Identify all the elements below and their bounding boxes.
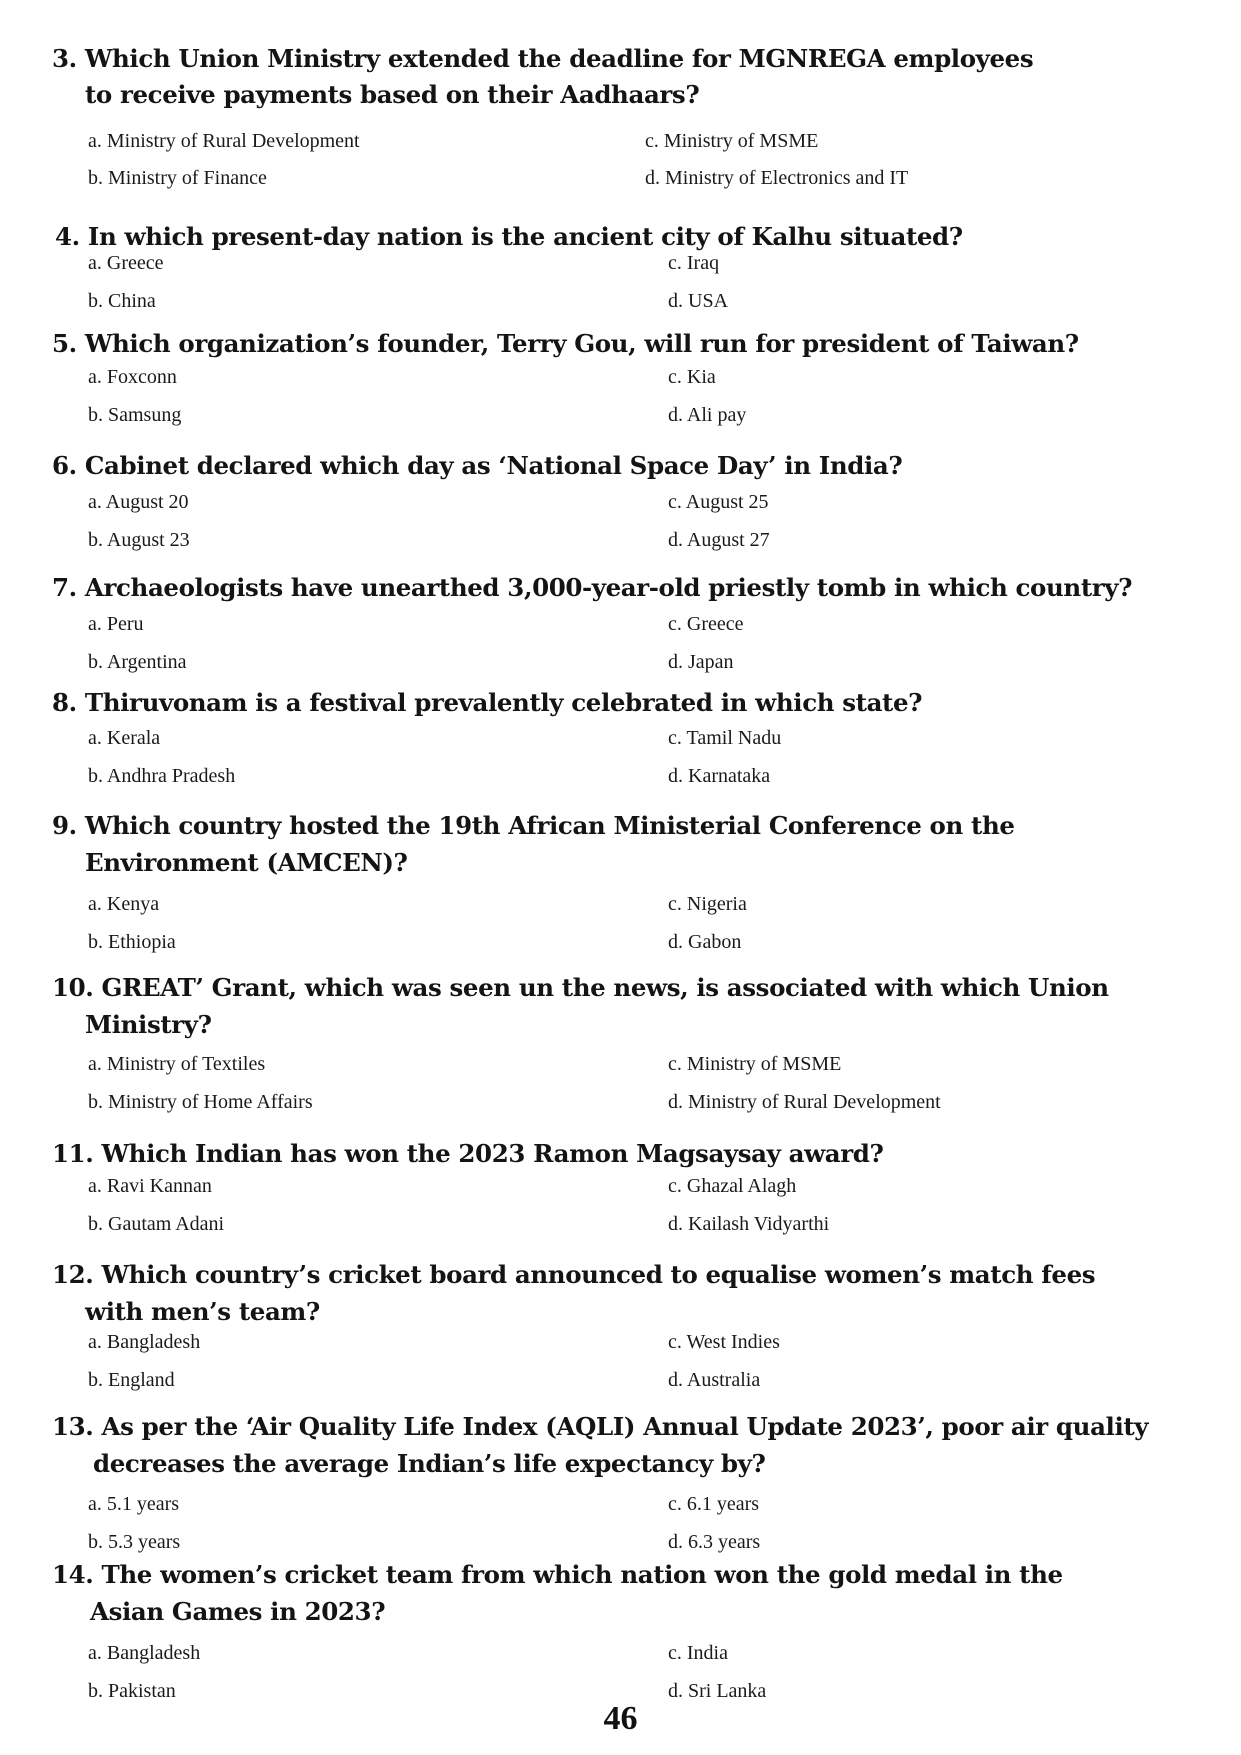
option-a: a. Greece bbox=[88, 252, 164, 274]
option-b: b. Pakistan bbox=[88, 1680, 176, 1702]
option-d: d. Karnataka bbox=[668, 765, 771, 787]
option-c: c. Nigeria bbox=[668, 893, 747, 915]
option-b: b. Gautam Adani bbox=[88, 1213, 225, 1235]
option-c: c. Kia bbox=[668, 366, 716, 388]
option-b: b. Ministry of Finance bbox=[88, 167, 267, 189]
option-b: b. Ethiopia bbox=[88, 931, 176, 953]
option-c: c. Greece bbox=[668, 613, 744, 635]
option-a: a. 5.1 years bbox=[88, 1493, 180, 1515]
option-a: a. Bangladesh bbox=[88, 1331, 201, 1353]
question-text: 6. Cabinet declared which day as ‘National Space Day’ in India? bbox=[52, 451, 903, 480]
question-text: 13. As per the ‘Air Quality Life Index (AQLI) Annual Update 2023’, poor air quality bbox=[52, 1412, 1149, 1441]
option-b: b. Samsung bbox=[88, 404, 182, 426]
question-text: to receive payments based on their Aadhaars? bbox=[85, 80, 700, 109]
option-d: d. 6.3 years bbox=[668, 1531, 761, 1553]
option-b: b. China bbox=[88, 290, 156, 312]
question-text: 11. Which Indian has won the 2023 Ramon Magsaysay award? bbox=[52, 1139, 884, 1168]
question-text: 9. Which country hosted the 19th African Ministerial Conference on the bbox=[52, 811, 1015, 840]
question-text: 14. The women’s cricket team from which nation won the gold medal in the bbox=[52, 1560, 1063, 1589]
option-c: c. Ghazal Alagh bbox=[668, 1175, 797, 1197]
question-text: decreases the average Indian’s life expectancy by? bbox=[93, 1449, 766, 1478]
option-d: d. Sri Lanka bbox=[668, 1680, 767, 1702]
option-a: a. Bangladesh bbox=[88, 1642, 201, 1664]
question-text: 12. Which country’s cricket board announced to equalise women’s match fees bbox=[52, 1260, 1096, 1289]
question-text: 5. Which organization’s founder, Terry Gou, will run for president of Taiwan? bbox=[52, 329, 1079, 358]
option-b: b. Andhra Pradesh bbox=[88, 765, 236, 787]
option-d: d. USA bbox=[668, 290, 729, 312]
question-text: 8. Thiruvonam is a festival prevalently celebrated in which state? bbox=[52, 688, 923, 717]
option-b: b. 5.3 years bbox=[88, 1531, 181, 1553]
option-d: d. Ministry of Electronics and IT bbox=[645, 167, 909, 189]
option-a: a. Kenya bbox=[88, 893, 160, 915]
option-d: d. Gabon bbox=[668, 931, 742, 953]
option-c: c. West Indies bbox=[668, 1331, 780, 1353]
option-d: d. Japan bbox=[668, 651, 734, 673]
option-b: b. England bbox=[88, 1369, 175, 1391]
option-a: a. August 20 bbox=[88, 491, 189, 513]
option-c: c. Tamil Nadu bbox=[668, 727, 782, 749]
option-a: a. Kerala bbox=[88, 727, 161, 749]
option-b: b. Argentina bbox=[88, 651, 187, 673]
option-d: d. Kailash Vidyarthi bbox=[668, 1213, 830, 1235]
question-text: 7. Archaeologists have unearthed 3,000-year-old priestly tomb in which country? bbox=[52, 573, 1133, 602]
question-text: with men’s team? bbox=[85, 1297, 320, 1326]
option-b: b. August 23 bbox=[88, 529, 190, 551]
option-a: a. Foxconn bbox=[88, 366, 177, 388]
option-d: d. Ali pay bbox=[668, 404, 747, 426]
question-text: 3. Which Union Ministry extended the deadline for MGNREGA employees bbox=[52, 44, 1034, 73]
question-text: Asian Games in 2023? bbox=[90, 1597, 386, 1626]
option-c: c. 6.1 years bbox=[668, 1493, 760, 1515]
option-c: c. Ministry of MSME bbox=[645, 130, 819, 152]
option-c: c. Iraq bbox=[668, 252, 720, 274]
question-text: 4. In which present-day nation is the ancient city of Kalhu situated? bbox=[55, 222, 963, 251]
option-a: a. Ministry of Textiles bbox=[88, 1053, 266, 1075]
question-text: Environment (AMCEN)? bbox=[85, 848, 408, 877]
option-c: c. India bbox=[668, 1642, 728, 1664]
question-text: Ministry? bbox=[85, 1010, 212, 1039]
option-c: c. August 25 bbox=[668, 491, 769, 513]
option-c: c. Ministry of MSME bbox=[668, 1053, 842, 1075]
option-a: a. Ravi Kannan bbox=[88, 1175, 212, 1197]
option-b: b. Ministry of Home Affairs bbox=[88, 1091, 313, 1113]
option-a: a. Peru bbox=[88, 613, 144, 635]
option-d: d. Ministry of Rural Development bbox=[668, 1091, 941, 1113]
option-a: a. Ministry of Rural Development bbox=[88, 130, 360, 152]
page-number: 46 bbox=[603, 1700, 638, 1737]
option-d: d. August 27 bbox=[668, 529, 770, 551]
option-d: d. Australia bbox=[668, 1369, 761, 1391]
question-text: 10. GREAT’ Grant, which was seen un the news, is associated with which Union bbox=[52, 973, 1109, 1002]
